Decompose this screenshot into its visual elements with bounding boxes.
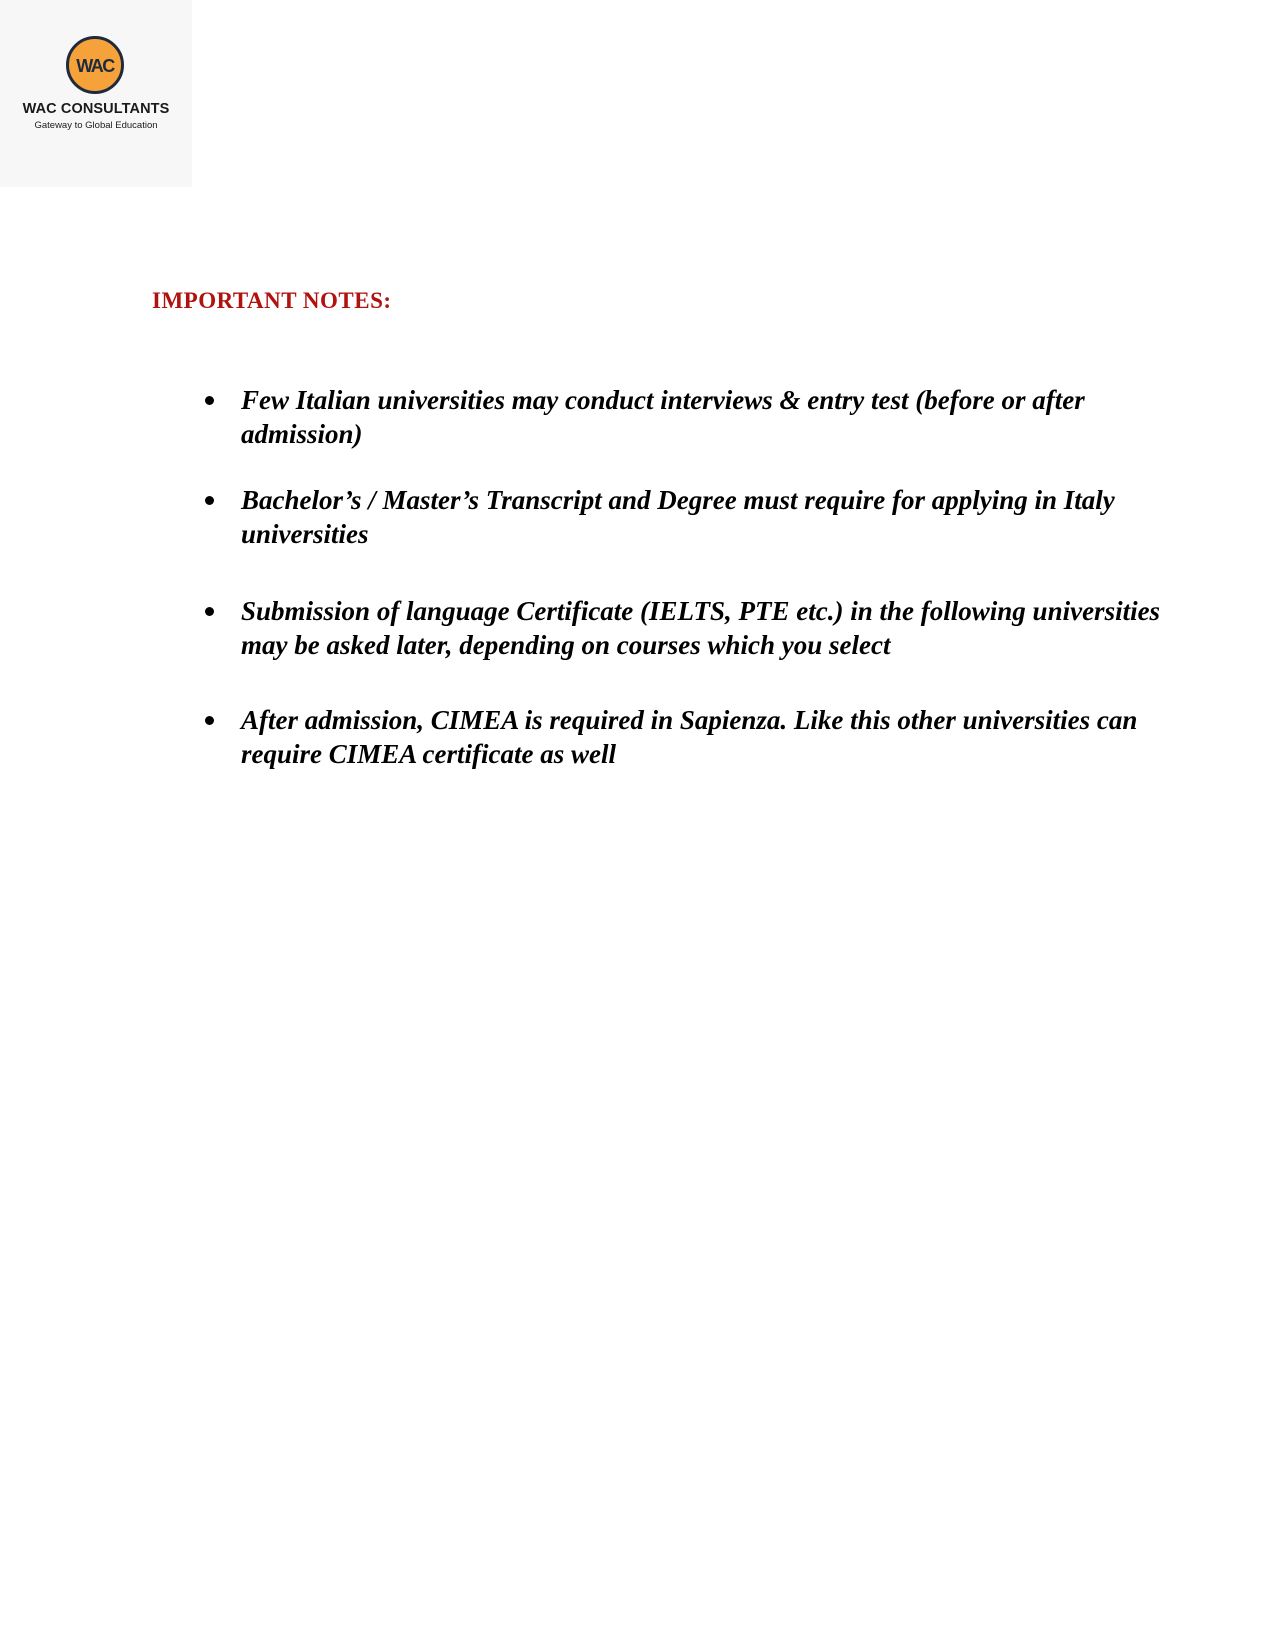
note-item [195,383,1185,451]
svg-text:WAC: WAC [76,56,114,76]
company-tagline: Gateway to Global Education [34,120,158,131]
wac-logo [66,36,124,94]
section-title: IMPORTANT NOTES: [152,288,392,313]
company-name: WAC CONSULTANTS [22,101,170,117]
note-text: Submission of language Certificate (IELTS, PTE etc.) in the following universities may be asked later, depending on courses which you select [241,596,1161,660]
notes-list [195,383,1185,771]
note-text: Few Italian universities may conduct interviews & entry test (before or after admission) [241,385,1085,449]
wac-logo-mark [69,39,121,91]
bullet-icon [205,396,214,405]
note-text: After admission, CIMEA is required in Sapienza. Like this other universities can require CIMEA certificate as well [241,705,1138,769]
bullet-icon [205,496,214,505]
note-item [195,594,1185,662]
bullet-icon [205,607,214,616]
note-text: Bachelor’s / Master’s Transcript and Degree must require for applying in Italy universities [241,485,1115,549]
bullet-icon [205,716,214,725]
logo-block [0,0,192,187]
note-item [195,703,1185,771]
note-item [195,483,1185,551]
